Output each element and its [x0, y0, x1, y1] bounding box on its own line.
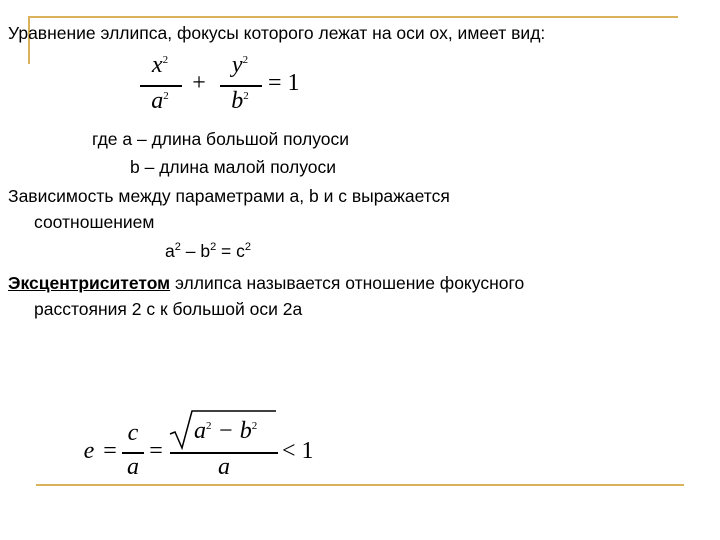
less-than-one: < 1: [282, 438, 314, 464]
a-denominator-1: a: [127, 454, 139, 480]
equals-one: = 1: [268, 70, 300, 96]
eccentricity-line-2: расстояния 2 с к большой оси 2а: [34, 299, 303, 319]
definition-a: где а – длина большой полуоси: [92, 129, 349, 149]
fraction-bar-2: [220, 85, 262, 87]
eccentricity-line-1: Эксцентриситетом эллипса называется отношение фокусного: [8, 273, 525, 293]
top-divider-line: [28, 16, 678, 18]
e-symbol: e: [83, 438, 95, 464]
equals-sign-1: =: [103, 438, 117, 464]
heading-text: Уравнение эллипса, фокусы которого лежат на оси ох, имеет вид:: [8, 23, 546, 43]
term1-denominator: $a^2$: [151, 88, 169, 114]
a-denominator-2: a: [218, 454, 230, 480]
term1-numerator: $x^2$: [151, 52, 169, 78]
definition-b: b – длина малой полуоси: [130, 157, 337, 177]
bottom-divider-line: [36, 484, 684, 486]
eccentricity-equation: [78, 404, 338, 484]
term2-numerator: $y^2$: [231, 52, 249, 78]
equals-sign-2: =: [149, 438, 163, 464]
term2-denominator: $b^2$: [231, 88, 249, 114]
fraction-bar-1: [140, 85, 182, 87]
eccentricity-term: Эксцентриситетом: [8, 273, 171, 293]
c-numerator: c: [127, 420, 139, 446]
ellipse-equation: [130, 52, 330, 124]
root-expression: $a^2 - b^2$: [194, 418, 258, 444]
relation-line-2: соотношением: [34, 212, 155, 232]
plus-sign: +: [192, 70, 206, 96]
relation-formula: $a^2 - b^2 = c^2$: [165, 241, 252, 261]
relation-line-1: Зависимость между параметрами a, b и c выражается: [8, 186, 450, 206]
